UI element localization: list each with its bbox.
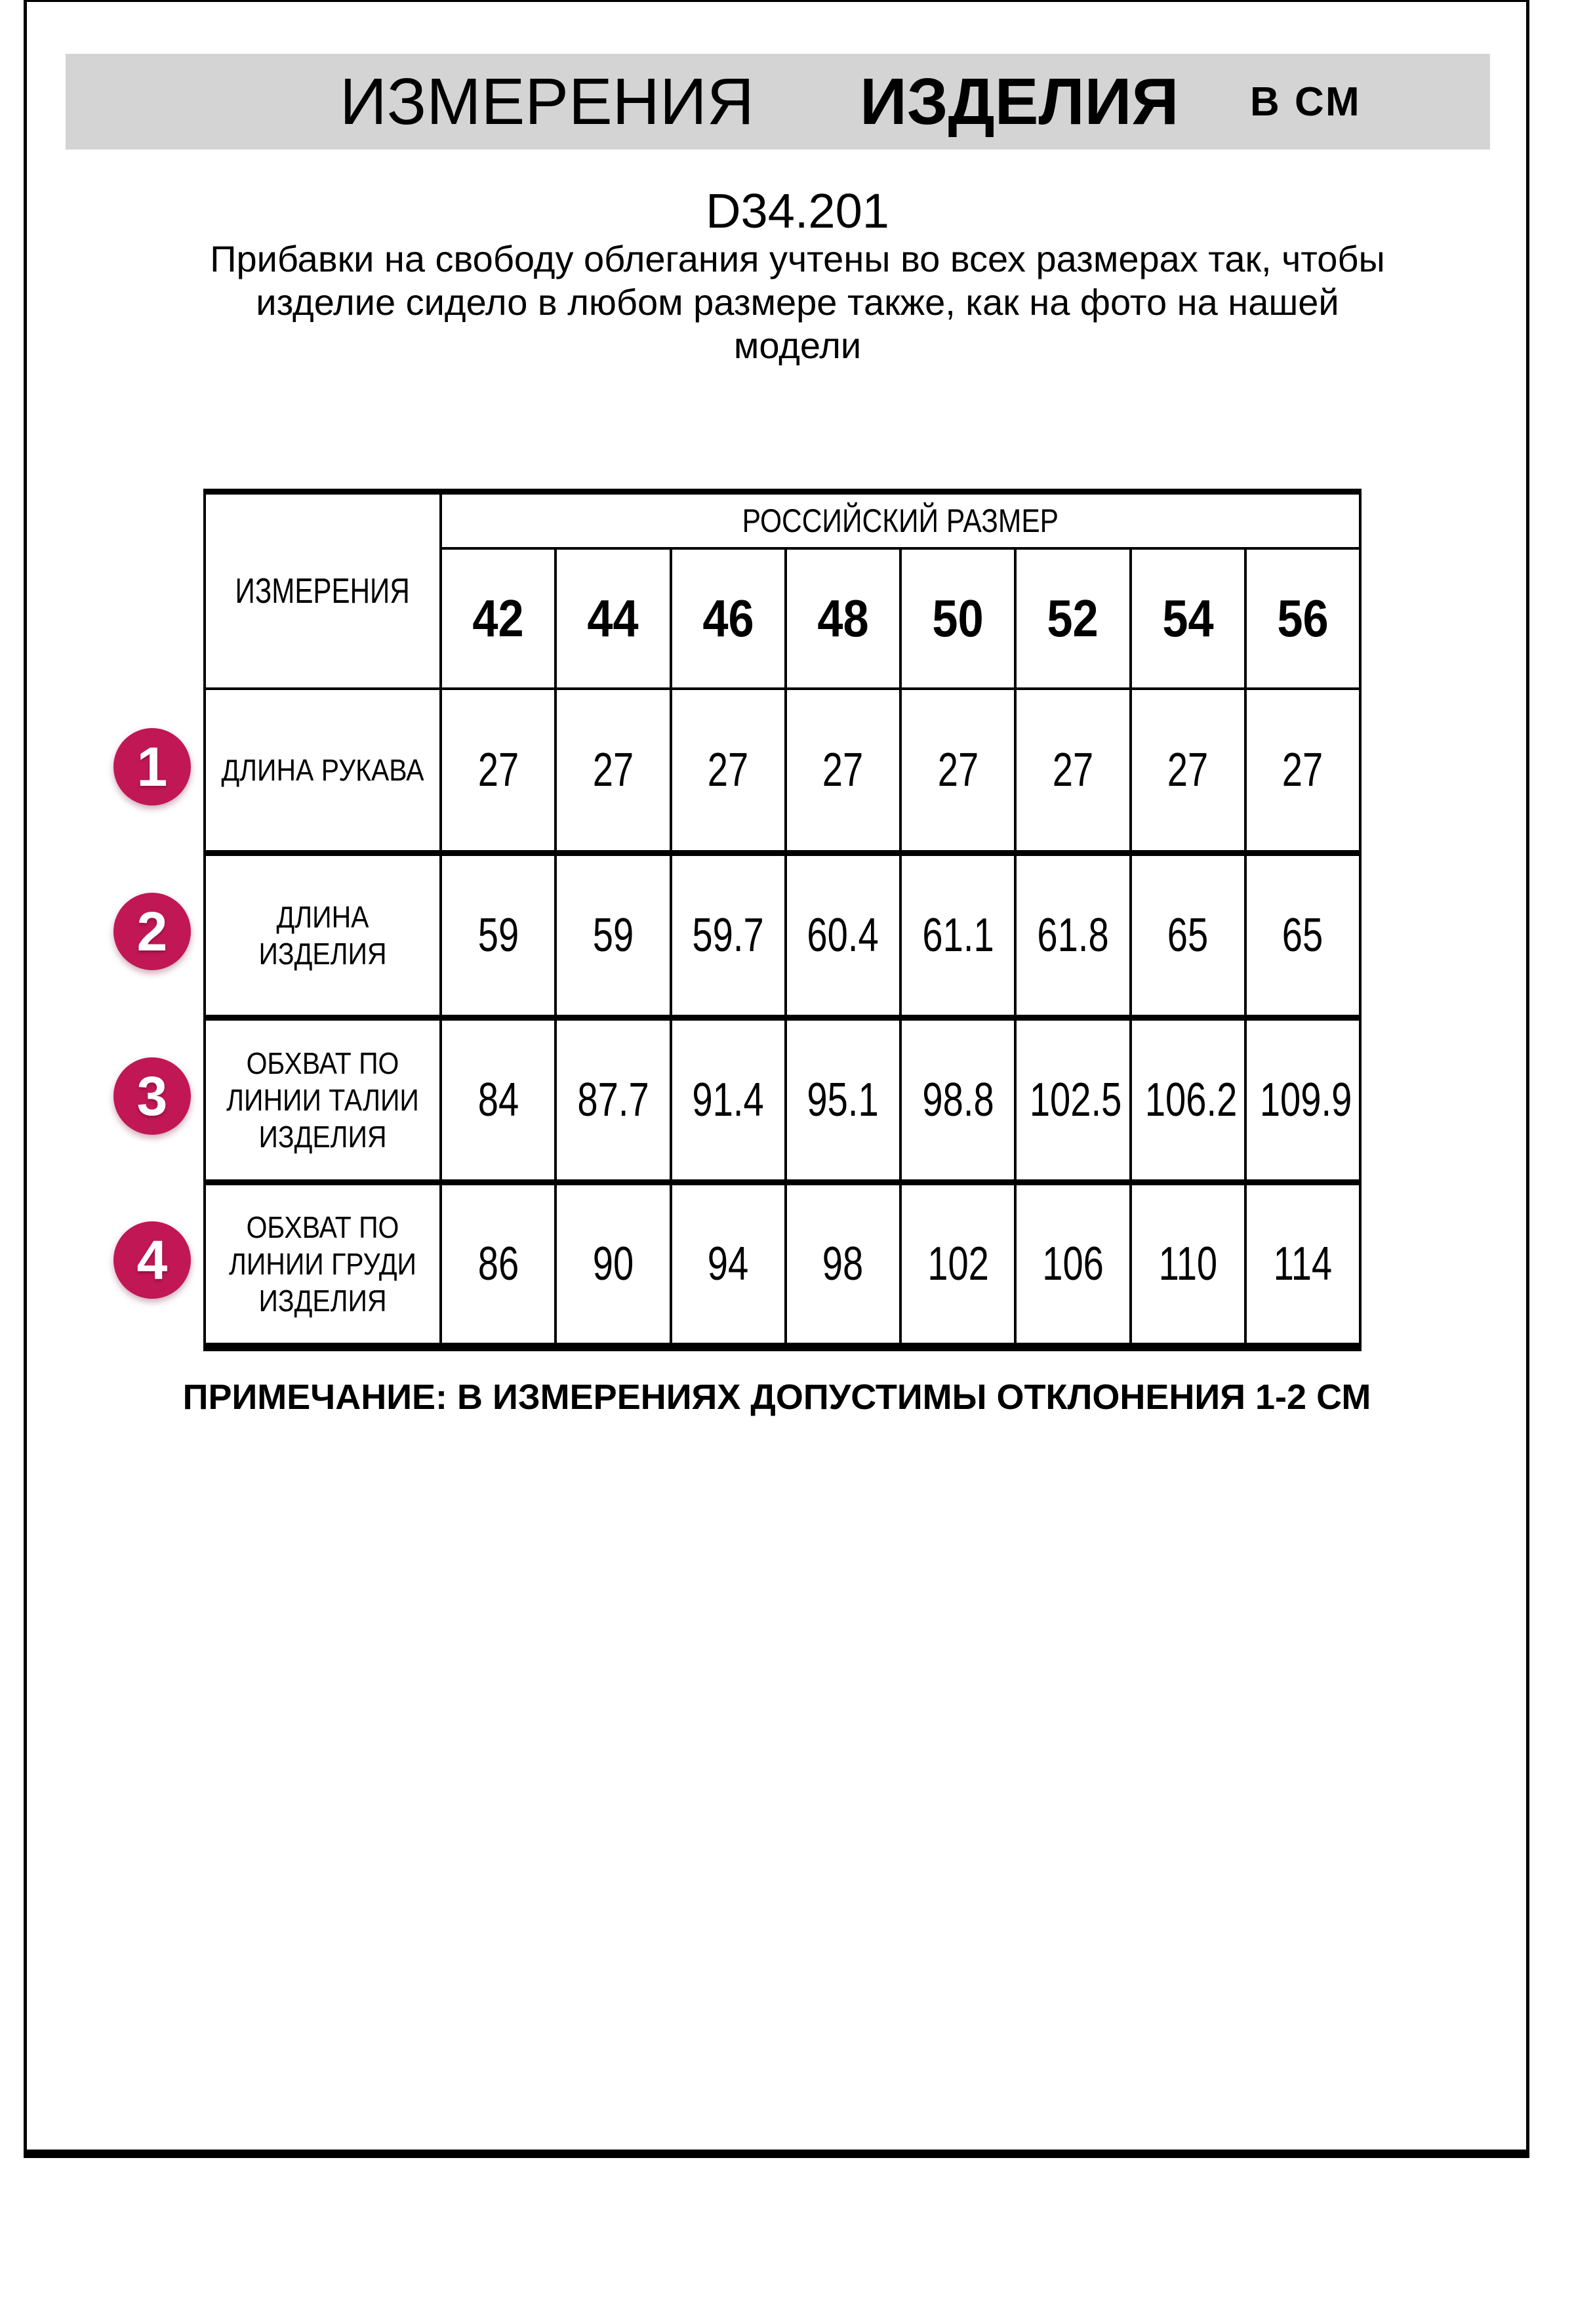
value-cell: 91.4 xyxy=(671,1018,786,1183)
value-cell: 61.1 xyxy=(900,853,1015,1018)
value-cell: 87.7 xyxy=(555,1018,670,1183)
value-cell: 84 xyxy=(441,1018,555,1183)
value-cell: 86 xyxy=(441,1183,555,1347)
value-cell: 106 xyxy=(1015,1183,1130,1347)
value-cell: 102 xyxy=(900,1183,1015,1347)
value-cell: 27 xyxy=(555,689,670,853)
value-cell: 98.8 xyxy=(900,1018,1015,1183)
fit-description xyxy=(207,237,1388,367)
table-corner-label: ИЗМЕРЕНИЯ xyxy=(205,492,441,689)
value-cell: 102.5 xyxy=(1015,1018,1130,1183)
row-number-badge-4: 4 xyxy=(113,1221,191,1299)
size-cell: 50 xyxy=(900,548,1015,689)
row-number-badge-2: 2 xyxy=(113,893,191,970)
size-cell: 56 xyxy=(1245,548,1360,689)
measurement-label: ДЛИНА ИЗДЕЛИЯ xyxy=(205,853,441,1018)
row-number-badge-3: 3 xyxy=(113,1057,191,1135)
size-cell: 54 xyxy=(1131,548,1245,689)
table-row-garment-length xyxy=(205,853,1360,1018)
value-cell: 106.2 xyxy=(1131,1018,1245,1183)
table-row-sleeve-length xyxy=(205,689,1360,853)
value-cell: 59 xyxy=(441,853,555,1018)
size-cell: 44 xyxy=(555,548,670,689)
title-product: ИЗДЕЛИЯ xyxy=(860,64,1179,138)
value-cell: 27 xyxy=(786,689,900,853)
value-cell: 61.8 xyxy=(1015,853,1130,1018)
table-row-waist-girth xyxy=(205,1018,1360,1183)
value-cell: 27 xyxy=(1131,689,1245,853)
size-group-header: РОССИЙСКИЙ РАЗМЕР xyxy=(441,492,1360,548)
description-line: Прибавки на свободу облегания учтены во всех размерах так, чтобы xyxy=(210,238,1385,279)
value-cell: 27 xyxy=(671,689,786,853)
measurement-label: ОБХВАТ ПО ЛИНИИ ГРУДИ ИЗДЕЛИЯ xyxy=(205,1183,441,1347)
size-cell: 48 xyxy=(786,548,900,689)
value-cell: 65 xyxy=(1131,853,1245,1018)
value-cell: 59.7 xyxy=(671,853,786,1018)
product-code: D34.201 xyxy=(706,184,889,238)
value-cell: 95.1 xyxy=(786,1018,900,1183)
value-cell: 27 xyxy=(441,689,555,853)
value-cell: 65 xyxy=(1245,853,1360,1018)
size-cell: 42 xyxy=(441,548,555,689)
description-line: изделие сидело в любом размере также, как на фото на нашей xyxy=(256,281,1339,323)
size-table xyxy=(203,489,1362,1351)
tolerance-note: ПРИМЕЧАНИЕ: В ИЗМЕРЕНИЯХ ДОПУСТИМЫ ОТКЛОНЕНИЯ 1-2 СМ xyxy=(182,1377,1371,1417)
value-cell: 59 xyxy=(555,853,670,1018)
table-row-chest-girth xyxy=(205,1183,1360,1347)
value-cell: 27 xyxy=(900,689,1015,853)
measurement-label: ДЛИНА РУКАВА xyxy=(205,689,441,853)
measurement-label: ОБХВАТ ПО ЛИНИИ ТАЛИИ ИЗДЕЛИЯ xyxy=(205,1018,441,1183)
title-units: В СМ xyxy=(1250,79,1362,125)
title-bar xyxy=(66,54,1490,150)
value-cell: 109.9 xyxy=(1245,1018,1360,1183)
value-cell: 110 xyxy=(1131,1183,1245,1347)
title-measurements: ИЗМЕРЕНИЯ xyxy=(340,64,754,138)
size-cell: 52 xyxy=(1015,548,1130,689)
description-line: модели xyxy=(733,325,862,366)
value-cell: 94 xyxy=(671,1183,786,1347)
value-cell: 27 xyxy=(1245,689,1360,853)
table-row-size-group xyxy=(205,492,1360,548)
value-cell: 60.4 xyxy=(786,853,900,1018)
value-cell: 27 xyxy=(1015,689,1130,853)
value-cell: 90 xyxy=(555,1183,670,1347)
row-number-badge-1: 1 xyxy=(113,728,191,805)
value-cell: 98 xyxy=(786,1183,900,1347)
size-cell: 46 xyxy=(671,548,786,689)
value-cell: 114 xyxy=(1245,1183,1360,1347)
